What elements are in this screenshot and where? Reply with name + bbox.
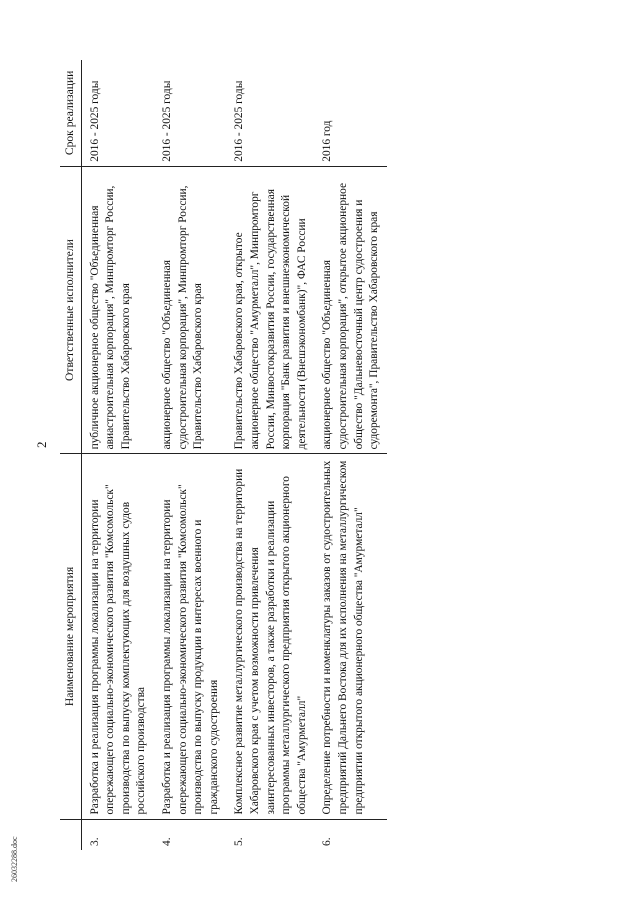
table-row <box>154 60 226 850</box>
row-term: 2016 - 2025 годы <box>154 60 226 166</box>
row-name: Определение потребности и номенклатуры заказов от судостроительных предприятий Дальнего Востока для их исполнения на металлургическом предприятии открытого акционерного общества "Амурметалл" <box>314 454 386 819</box>
row-number: 3. <box>88 837 101 846</box>
page-number: 2 <box>34 441 49 448</box>
row-executors: акционерное общество "Объединенная судостроительная корпорация", Минпромторг России, Правительство Хабаровского края <box>154 166 226 454</box>
table-row <box>314 60 386 850</box>
row-term: 2016 - 2025 годы <box>226 60 314 166</box>
measures-table <box>60 60 387 850</box>
document-code: 26032288.doc <box>10 836 19 882</box>
row-term: 2016 - 2025 годы <box>81 60 154 166</box>
header-number <box>60 819 81 850</box>
table-row <box>81 60 154 850</box>
row-executors: публичное акционерное общество "Объединенная авиастроительная корпорация", Минпромторг России, Правительство Хабаровского края <box>81 166 154 454</box>
rotated-table-container <box>60 60 580 850</box>
table-row <box>226 60 314 850</box>
header-term: Срок реализации <box>60 60 81 166</box>
row-executors: акционерное общество "Объединенная судостроительная корпорация", открытое акционерное общество "Дальневосточный центр судостроения и судоремонта", Правительство Хабаровского края <box>314 166 386 454</box>
table-header <box>60 60 81 850</box>
row-executors: Правительство Хабаровского края, открытое акционерное общество "Амурметалл", Минпромторг России, Минвостокразвития России, государственная корпорация "Банк развития и внешнеэкономической деятельности (Внешэкономбанк)", ФАС России <box>226 166 314 454</box>
row-name: Комплексное развитие металлургического производства на территории Хабаровского края с учетом возможности привлечения заинтересованных инвесторов, а также разработки и реализации программы металлургического предприятия открытого акционерного общества "Амурметалл" <box>226 454 314 819</box>
header-name: Наименование мероприятия <box>60 454 81 819</box>
header-executors: Ответственные исполнители <box>60 166 81 454</box>
row-number: 4. <box>160 837 173 846</box>
row-term: 2016 год <box>314 60 386 166</box>
row-name: Разработка и реализация программы локализации на территории опережающего социально-экономического развития "Комсомольск" производства по выпуску комплектующих для воздушных судов российского производства <box>81 454 154 819</box>
row-number: 5. <box>233 837 246 846</box>
row-number: 6. <box>321 837 334 846</box>
row-name: Разработка и реализация программы локализации на территории опережающего социально-экономического развития "Комсомольск" производства по выпуску продукции в интересах военного и гражданского судостроения <box>154 454 226 819</box>
